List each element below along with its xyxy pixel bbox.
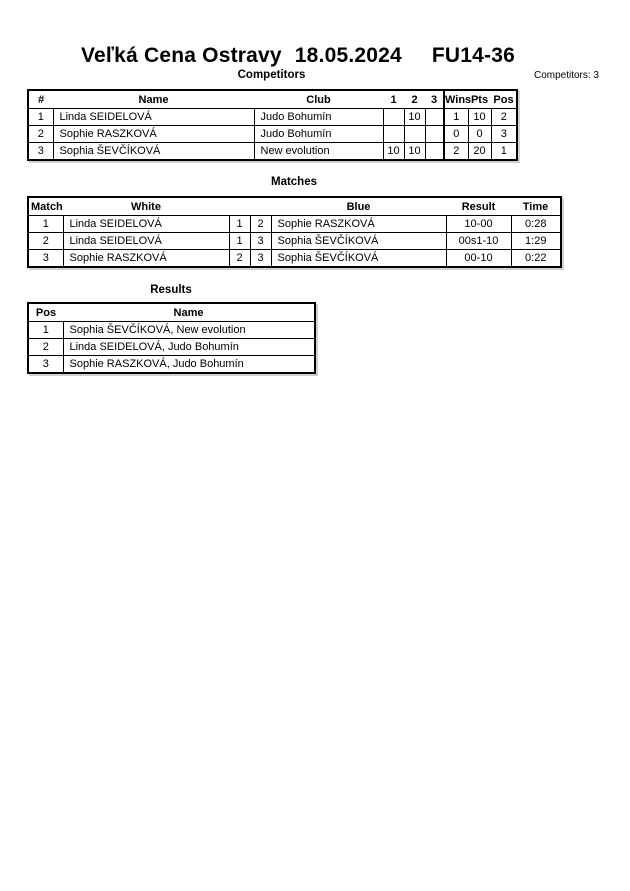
competitor-number: 3 [28,143,53,161]
match-number: 2 [28,233,63,250]
col-header-round3: 3 [425,90,444,109]
competitor-name: Linda SEIDELOVÁ [53,109,254,126]
competitor-pos: 1 [491,143,517,161]
competitor-club: New evolution [254,143,383,161]
competitor-pts: 10 [468,109,491,126]
match-time: 0:22 [511,250,561,268]
result-row [28,356,315,374]
col-header-name: Name [53,90,254,109]
competitor-row [28,109,517,126]
blue-competitor: Sophia ŠEVČÍKOVÁ [271,250,446,268]
result-pos: 2 [28,339,63,356]
event-date: 18.05.2024 [294,44,402,67]
competitor-row [28,143,517,161]
blue-competitor-number: 2 [250,216,271,233]
results-table [27,302,316,374]
competitor-club: Judo Bohumín [254,126,383,143]
blue-competitor: Sophie RASZKOVÁ [271,216,446,233]
match-result: 00s1-10 [446,233,511,250]
page-title [0,44,596,68]
blue-competitor-number: 3 [250,233,271,250]
round2-score: 10 [404,143,425,161]
white-competitor: Linda SEIDELOVÁ [63,216,229,233]
col-header-wins: Wins [444,90,468,109]
round2-score: 10 [404,109,425,126]
competitor-pts: 20 [468,143,491,161]
competitors-table [27,89,518,161]
col-header-blue-num [250,197,271,216]
match-row [28,250,561,268]
result-pos: 3 [28,356,63,374]
competitor-wins: 1 [444,109,468,126]
col-header-round1: 1 [383,90,404,109]
competitor-wins: 2 [444,143,468,161]
white-competitor-number: 1 [229,216,250,233]
col-header-pts: Pts [468,90,491,109]
match-row [28,233,561,250]
match-number: 1 [28,216,63,233]
col-header-time: Time [511,197,561,216]
col-header-round2: 2 [404,90,425,109]
match-time: 0:28 [511,216,561,233]
col-header-pos: Pos [491,90,517,109]
competitors-header-row [28,90,517,109]
col-header-number: # [28,90,53,109]
competitor-number: 2 [28,126,53,143]
results-section-label: Results [150,284,192,296]
competitor-pos: 3 [491,126,517,143]
result-name: Sophie RASZKOVÁ, Judo Bohumín [63,356,315,374]
round3-score [425,143,444,161]
white-competitor-number: 2 [229,250,250,268]
competitor-wins: 0 [444,126,468,143]
white-competitor: Sophie RASZKOVÁ [63,250,229,268]
match-row [28,216,561,233]
col-header-blue: Blue [271,197,446,216]
round3-score [425,126,444,143]
result-row [28,339,315,356]
col-header-club: Club [254,90,383,109]
results-header-row [28,303,315,322]
match-number: 3 [28,250,63,268]
competitor-number: 1 [28,109,53,126]
round1-score [383,126,404,143]
competitor-name: Sophia ŠEVČÍKOVÁ [53,143,254,161]
match-result: 10-00 [446,216,511,233]
match-result: 00-10 [446,250,511,268]
matches-table [27,196,562,268]
col-header-white-num [229,197,250,216]
blue-competitor: Sophia ŠEVČÍKOVÁ [271,233,446,250]
result-name: Sophia ŠEVČÍKOVÁ, New evolution [63,322,315,339]
competitor-club: Judo Bohumín [254,109,383,126]
result-pos: 1 [28,322,63,339]
competitor-pos: 2 [491,109,517,126]
matches-header-row [28,197,561,216]
col-header-pos: Pos [28,303,63,322]
round1-score: 10 [383,143,404,161]
result-row [28,322,315,339]
competitor-name: Sophie RASZKOVÁ [53,126,254,143]
round3-score [425,109,444,126]
white-competitor: Linda SEIDELOVÁ [63,233,229,250]
col-header-result: Result [446,197,511,216]
col-header-white: White [63,197,229,216]
round1-score [383,109,404,126]
competitors-section-label: Competitors [237,69,306,81]
blue-competitor-number: 3 [250,250,271,268]
category-code: FU14-36 [431,44,516,67]
matches-section-label: Matches [270,176,318,188]
white-competitor-number: 1 [229,233,250,250]
competitors-count: Competitors: 3 [533,70,599,81]
round2-score [404,126,425,143]
event-name: Veľká Cena Ostravy [80,44,282,67]
result-name: Linda SEIDELOVÁ, Judo Bohumín [63,339,315,356]
col-header-name: Name [63,303,315,322]
competitor-row [28,126,517,143]
match-time: 1:29 [511,233,561,250]
competitor-pts: 0 [468,126,491,143]
col-header-match: Match [28,197,63,216]
